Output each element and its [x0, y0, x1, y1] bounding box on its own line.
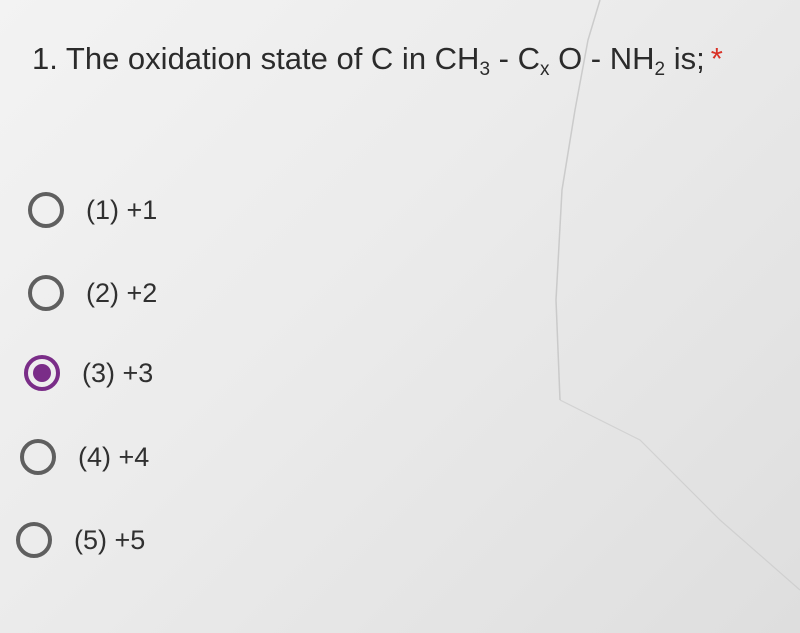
radio-button-checked[interactable] [24, 355, 60, 391]
question-text-prefix: 1. The oxidation state of C in CH [32, 41, 480, 76]
option-2[interactable] [28, 268, 157, 318]
option-label: (2) +2 [86, 277, 158, 308]
radio-button-unchecked[interactable] [20, 439, 56, 475]
subscript-2: 2 [654, 59, 666, 80]
option-label: (5) +5 [74, 524, 146, 555]
option-3[interactable] [24, 348, 153, 398]
question-text-mid1: - C [490, 41, 540, 76]
option-1[interactable] [28, 185, 157, 235]
radio-button-unchecked[interactable] [16, 522, 52, 558]
subscript-3: 3 [479, 59, 491, 80]
option-label: (4) +4 [78, 441, 150, 472]
option-5[interactable] [16, 515, 145, 565]
question-title [32, 30, 772, 88]
question-text-suffix: is; [665, 41, 705, 76]
option-4[interactable] [20, 432, 149, 482]
subscript-x: x [539, 59, 550, 80]
option-label: (1) +1 [86, 194, 158, 225]
question-text-mid2: O - NH [549, 41, 655, 76]
required-marker: * [710, 41, 723, 76]
radio-button-unchecked[interactable] [28, 275, 64, 311]
option-label: (3) +3 [82, 357, 154, 388]
radio-button-unchecked[interactable] [28, 192, 64, 228]
